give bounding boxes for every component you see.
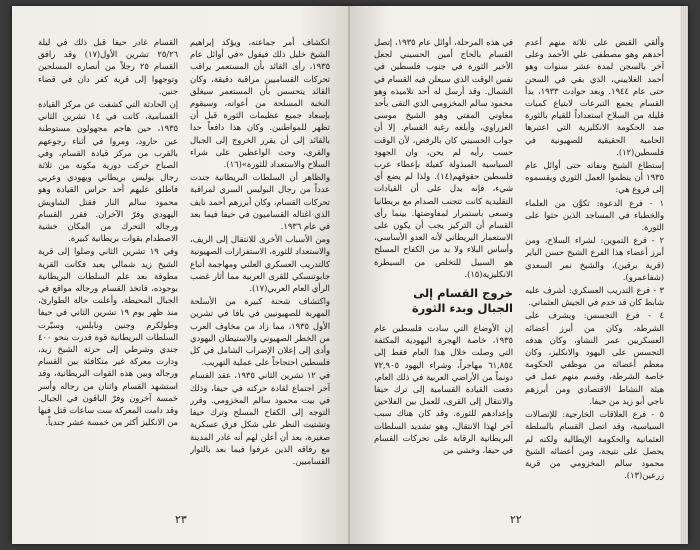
paragraph: واكتشاف شحنة كبيرة من الأسلحة المهربة للصهيونيين في يافا في تشرين الأول ١٩٣٥، مما زاد من مخاوف العرب من الخطر الصهيوني والاستيطان اليهودي وأدى إلى إعلان الإضراب الشامل في كل فلسطين احتجاجاً على عملية التهريب.	[190, 296, 330, 368]
list-item: ٤ - فرع التجسس: ويشرف على الشرطة، وكان من أبرز أعضائه العسكريين عمر النشاو، وكان هدفه التجسس على اليهود والانكليز، وكان معظم أعضائه من موظفي الحكومة خاصة الشرطة، وقسم منهم عمل في هيئة النشاط الاقتصادي ومن أبرزهم ناجي أبو زيد من حيفا.	[525, 310, 664, 406]
paragraph: وأُلقي القبض على ثلاثة منهم أعدم أحدهم وهو مصطفى علي الأحمد وعلى آخر بالسجن لمدة عشر سنوات وهو أحمد الغلاييني، الذي بقي في السجن حتى عام ١٩٤٤. وبعد حوادث ١٩٣٣، بدأ القسام يجمع التبرعات لابتياع كميات قليلة من السلاح استعداداً للقيام بالثورة ضد الحكومة الانكليزية التي اعتبرها الحامية الحقيقية للصهيونية في فلسطين(١٢).	[525, 37, 664, 157]
paragraph: إستطاع الشيخ ونفاته حتى أوائل عام ١٩٣٥ أن ينظموا العمل الثوري ويقسموه إلى فروع هي:	[525, 160, 664, 195]
paragraph: وفي ١٩ تشرين الثاني وصلوا إلى قرية الشيخ زيد شمالي يعبد فكانت القرية مطوقة بعد علم السلطات البريطانية بوجوده، فاتخذ القسام ورجاله مواقع في الجبال المحيطة، وأعلنت حالة الطوارئ، منذ ظهر يوم ١٩ تشرين الثاني في حيفا وطولكرم وجنين ونابلس، وسيّرت السلطات البريطانية قوة قدرت بنحو ٤٠٠ جندي وشرطي إلى حرثة الشيخ زيد، ودارت معركة غير متكافئة بين القسام ورجاله وبين هذه القوات البريطانية، وقد استشهد القسام واثنان من رجاله وأسر خمسة آخرون وفرّ الباقون في الجبال. وقد دامت المعركة ست ساعات قتل فيها من الانكليز أكثر من خمسة عشر جندياً.	[38, 246, 178, 428]
paragraph: القسام غادر حيفا قبل ذلك في ليلة ٢٥/٢٦ تشرين الأول(١٧) وقد رافق القسام ٢٥ رجلاً من أنصاره المسلحين وتوجهوا إلى قرية كفر دان في قضاء جنين.	[38, 37, 178, 96]
right-page-column-right	[525, 36, 664, 506]
paragraph: إن الحادثة التي كشفت عن مركز القيادة القسامية، كانت في ١٤ تشرين الثاني ١٩٣٥، حين هاجم مجهولون مستوطنة عين حارود، ومروا في أثناء رجوعهم بالقرب من مركز قيادة القسام، وفي الصباح حركت دورية مكونة من ثلاثة رجال بوليس بريطاني ويهودي وعربي فاطلق عليهم أحد حراس القيادة وهو محمود سالم النار فقتل الشاويش اليهودي وفرّ الآخران. فقرر القسام ورجاله التحرك من المكان خشية الاصطدام بقوات بريطانية كبيرة.	[38, 99, 178, 244]
left-page-column-right	[190, 36, 330, 506]
left-page	[12, 6, 350, 544]
left-page-column-left	[38, 36, 178, 506]
list-item: ١ - فرع الدعوة: تكوَّن من العلماء والخطباء في المساجد الذين حثوا على الثورة.	[525, 197, 664, 233]
paragraph: ومن الأسباب الأخرى للانتقال إلى الريف، والاستعداد للثورة، الاستفزازات الصهيونية كالتدريب العسكري العلني ومهاجمة أتباع جابوتنسكي للقرى العربية مما أثار غضب الرأي العام العربي(١٧).	[190, 234, 330, 294]
paragraph: انكشاف أمر جماعته، ويؤكد إبراهيم الشيخ خليل ذلك فيقول «في أوائل عام ١٩٣٥، رأى القائد بأن المستعمر يراقب تحركات القساميين مراقبة دقيقة، وكان القائد يتحسس بأن المستعمر سيغلق النخبة المسلحة من أعوانه، وسيقوم بإسعاد جميع عظيمات الثورة قبل أن تظهر للمواطنين. وكان هذا دافعاً حدا بالقائد إلى أن يقرر الخروج إلى الجبال والقرى، وحث الواعظين على شراء السلاح والاستعداد للثورة»(١٦).	[190, 37, 330, 170]
page-number: ٢٢	[510, 513, 522, 526]
list-item: ٢ - فرع التموين: لشراء السلاح، ومن أبرز أعضاء هذا الفرع الشيخ حسن الباير (قرية برقين)، والشيخ نمر السعدي (شفاعمرو).	[525, 235, 664, 282]
page-number: ٢٣	[175, 513, 187, 526]
paragraph: في ١٢ تشرين الثاني ١٩٣٥، عقد القسام آخر اجتماع لقادة حركته في حيفا، وذلك في بيت محمود سالم المخزومي. وقرر التوجه إلى الكفاح المسلح وترك حيفا وتشتيت النظر على شكل فرق عسكرية صغيرة، بعد أن أعلن لهم أنه غادر المدينة مع رفاقه الذين عرفوا فيما بعد بالثوار القساميين.	[190, 370, 330, 466]
paragraph: والظاهر أن السلطات البريطانية جندت عدداً من رجال البوليس السري لمراقبة تحركات القسام، وكان أبرزهم أحمد نايف الذي اغتاله القساميون في حيفا فيما بعد في عام ١٩٣٦.	[190, 172, 330, 232]
paragraph: في هذه المرحلة، أوائل عام ١٩٣٥، إتصل القسام بالحاج أمين الحسيني لجعل الأخير الثورة في جنوب فلسطين في نفس الوقت الذي سيعلن فيه القسام في الشمال. وقد أرسل له أحد تلاميذه وهو محمود سالم المخزومي الذي التقى بأحد معاوني المفتي وهو الشيخ موسى العزراوي، وأبلغه رغبة القسام. إلا أن جواب الحسيني كان بالرفض، لأن الوقت حسب رأيه لم يحن، وان الجهود السياسية المبذولة كفيلة بإعطاء عرب فلسطين حقوقهم(١٤). ولذا لم يضع أي شيء، فإنه يدل على أن القيادات التقليدية كانت تتجنب الصدام مع بريطانيا وتسعى باستمرار لمفاوضتها. بينما رأى القسام أن التركيز يجب أن يكون على الاستعمار البريطاني لأنه العدو الأساسي، وأساس البلاء ولا بد من الكفاح المسلح هو السبيل للتخلص من السيطرة الانكليزية(١٥).	[374, 37, 513, 279]
right-page	[350, 6, 688, 544]
section-heading: خروج القسام إلى الجبال وبدء الثورة	[411, 286, 513, 316]
right-page-column-left	[374, 36, 513, 506]
right-page-columns	[374, 36, 664, 506]
list-item: ٣ - فرع التدريب العسكري: أشرف عليه شابط كان قد خدم في الجيش العثماني.	[525, 285, 664, 308]
paragraph: إن الأوضاع التي سادت فلسطين عام ١٩٣٥، خاصة الهجرة اليهودية المكثفة التي وصلت خلال هذا العام فقط إلى ٦١,٨٥٤ مهاجراً، وشراء اليهود ٧٢,٩٠٥ دونماً من الأراضي العربية في ذلك العام، دفعت القيادة القسامية إلى ترك حيفا والانتقال إلى القرى، للعمل بين الفلاحين وإعدادهم للثورة. وقد كان هناك سبب آخر لهذا الانتقال، وهو تشديد السلطات البريطانية الرقابة على تحركات القسام في حيفا، وخشي من	[374, 323, 513, 456]
open-book	[12, 6, 688, 544]
left-page-columns	[38, 36, 330, 506]
list-item: ٥ - فرع العلاقات الخارجية: للإتصالات السياسية، وقد اتصل القسام بالسلطة العثمانية والحكومة الإيطالية ولكنه لم يحصل على نتيجة، ومن أعضائه الشيخ محمود سالم المخزومي من قرية زرعين(١٣).	[525, 409, 664, 481]
